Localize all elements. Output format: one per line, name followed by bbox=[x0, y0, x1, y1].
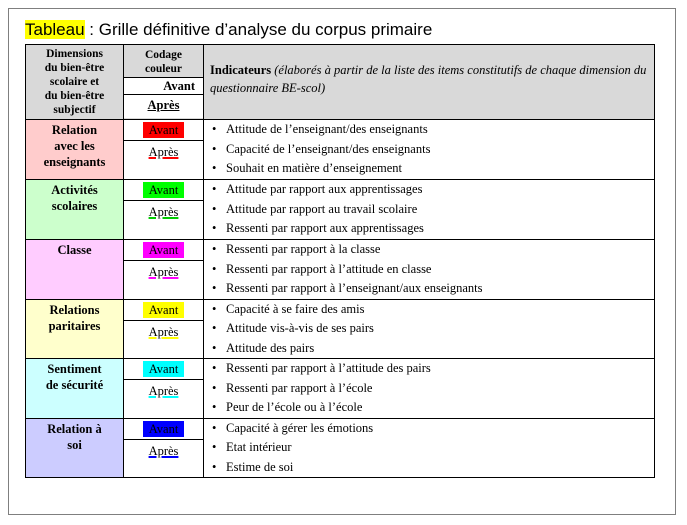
header-codage-line: couleur bbox=[144, 63, 183, 75]
dimension-cell bbox=[26, 240, 124, 300]
header-dim-line: du bien-être bbox=[44, 90, 105, 102]
dimension-cell bbox=[26, 359, 124, 419]
header-dim-line: Dimensions bbox=[46, 48, 103, 60]
header-codage bbox=[124, 45, 204, 120]
header-dim-line: subjectif bbox=[53, 104, 96, 116]
apres-label: Après bbox=[148, 384, 179, 398]
indicator-list bbox=[204, 359, 654, 418]
indicators-cell bbox=[204, 359, 655, 419]
dimension-label: enseignants bbox=[43, 155, 106, 169]
color-code-cell bbox=[124, 120, 204, 180]
indicator-item: • Ressenti par rapport à la classe bbox=[212, 240, 654, 260]
header-indicateurs-bold: Indicateurs bbox=[210, 63, 272, 77]
dimension-label: Relation à bbox=[47, 421, 102, 436]
color-code-cell bbox=[124, 299, 204, 359]
apres-cell bbox=[124, 320, 203, 343]
analysis-grid bbox=[25, 44, 655, 478]
avant-label: Avant bbox=[143, 421, 185, 437]
apres-cell bbox=[124, 439, 203, 462]
dimension-row bbox=[26, 299, 655, 359]
indicator-item: • Ressenti par rapport à l’attitude des pairs bbox=[212, 359, 654, 379]
apres-label: Après bbox=[148, 443, 179, 458]
header-dim-line: scolaire et bbox=[49, 76, 100, 88]
indicator-item: • Attitude des pairs bbox=[212, 339, 654, 359]
header-indicateurs-italic: (élaborés à partir de la liste des items constitutifs de chaque dimension du questionnaire BE-scol) bbox=[210, 63, 647, 95]
dimension-label: Classe bbox=[57, 243, 92, 257]
header-codage-line: Codage bbox=[144, 49, 183, 61]
dimension-label: Sentiment bbox=[47, 362, 102, 376]
indicator-item: • Attitude vis-à-vis de ses pairs bbox=[212, 319, 654, 339]
apres-cell bbox=[124, 140, 203, 163]
indicator-item: • Estime de soi bbox=[212, 458, 654, 478]
indicators-cell bbox=[204, 180, 655, 240]
indicator-item: • Ressenti par rapport à l’école bbox=[212, 379, 654, 399]
indicator-item: • Attitude de l’enseignant/des enseignants bbox=[212, 120, 654, 140]
indicator-item: • Peur de l’école ou à l’école bbox=[212, 398, 654, 418]
indicators-cell bbox=[204, 299, 655, 359]
dimension-row bbox=[26, 120, 655, 180]
indicator-item: • Capacité à gérer les émotions bbox=[212, 419, 654, 439]
table-title bbox=[25, 20, 432, 40]
dimension-cell bbox=[26, 180, 124, 240]
header-apres: Après bbox=[124, 94, 203, 118]
indicators-cell bbox=[204, 418, 655, 478]
indicator-item: • Capacité à se faire des amis bbox=[212, 300, 654, 320]
color-code-cell bbox=[124, 240, 204, 300]
indicators-cell bbox=[204, 120, 655, 180]
title-highlight: Tableau bbox=[25, 20, 85, 39]
dimension-label: de sécurité bbox=[45, 378, 104, 392]
apres-cell bbox=[124, 200, 203, 223]
header-row bbox=[26, 45, 655, 120]
apres-label: Après bbox=[148, 145, 179, 159]
dimension-label: avec les bbox=[54, 139, 95, 153]
color-code-cell bbox=[124, 180, 204, 240]
title-text: : Grille définitive d’analyse du corpus primaire bbox=[84, 20, 433, 39]
indicator-item: • Ressenti par rapport aux apprentissages bbox=[212, 219, 654, 239]
indicator-item: • Attitude par rapport aux apprentissages bbox=[212, 180, 654, 200]
header-avant: Avant bbox=[124, 77, 203, 94]
indicator-item: • Capacité de l’enseignant/des enseignants bbox=[212, 140, 654, 160]
indicator-list bbox=[204, 120, 654, 179]
header-dimensions bbox=[26, 45, 124, 120]
avant-swatch bbox=[124, 240, 203, 260]
color-code-cell bbox=[124, 418, 204, 478]
dimension-row bbox=[26, 359, 655, 419]
indicator-item: • Attitude par rapport au travail scolaire bbox=[212, 200, 654, 220]
header-dim-line: du bien-être bbox=[44, 62, 105, 74]
avant-swatch bbox=[124, 300, 203, 320]
apres-cell bbox=[124, 379, 203, 402]
dimension-label: Relations bbox=[49, 302, 100, 317]
dimension-label: scolaires bbox=[51, 199, 98, 213]
avant-swatch bbox=[124, 419, 203, 439]
avant-label: Avant bbox=[143, 182, 185, 198]
apres-cell bbox=[124, 260, 203, 283]
avant-label: Avant bbox=[143, 122, 185, 138]
dimension-cell bbox=[26, 418, 124, 478]
indicator-list bbox=[204, 300, 654, 359]
dimension-row bbox=[26, 240, 655, 300]
apres-label: Après bbox=[148, 265, 179, 279]
indicator-list bbox=[204, 419, 654, 478]
avant-label: Avant bbox=[143, 361, 185, 377]
header-codage-title bbox=[124, 45, 203, 77]
dimension-cell bbox=[26, 120, 124, 180]
apres-label: Après bbox=[148, 205, 179, 219]
header-indicateurs bbox=[204, 45, 655, 120]
avant-swatch bbox=[124, 120, 203, 140]
indicators-cell bbox=[204, 240, 655, 300]
dimension-label: Relation bbox=[51, 123, 98, 137]
dimension-row bbox=[26, 418, 655, 478]
indicator-item: • Souhait en matière d’enseignement bbox=[212, 159, 654, 179]
dimension-label: soi bbox=[67, 437, 82, 452]
avant-swatch bbox=[124, 180, 203, 200]
indicator-item: • Etat intérieur bbox=[212, 438, 654, 458]
dimension-row bbox=[26, 180, 655, 240]
indicator-item: • Ressenti par rapport à l’attitude en classe bbox=[212, 260, 654, 280]
indicator-list bbox=[204, 240, 654, 299]
dimension-label: Activités bbox=[51, 183, 98, 197]
dimension-cell bbox=[26, 299, 124, 359]
color-code-cell bbox=[124, 359, 204, 419]
indicator-item: • Ressenti par rapport à l’enseignant/aux enseignants bbox=[212, 279, 654, 299]
avant-swatch bbox=[124, 359, 203, 379]
apres-label: Après bbox=[148, 324, 179, 339]
avant-label: Avant bbox=[143, 302, 185, 318]
dimension-label: paritaires bbox=[48, 318, 101, 333]
avant-label: Avant bbox=[143, 242, 185, 258]
indicator-list bbox=[204, 180, 654, 239]
